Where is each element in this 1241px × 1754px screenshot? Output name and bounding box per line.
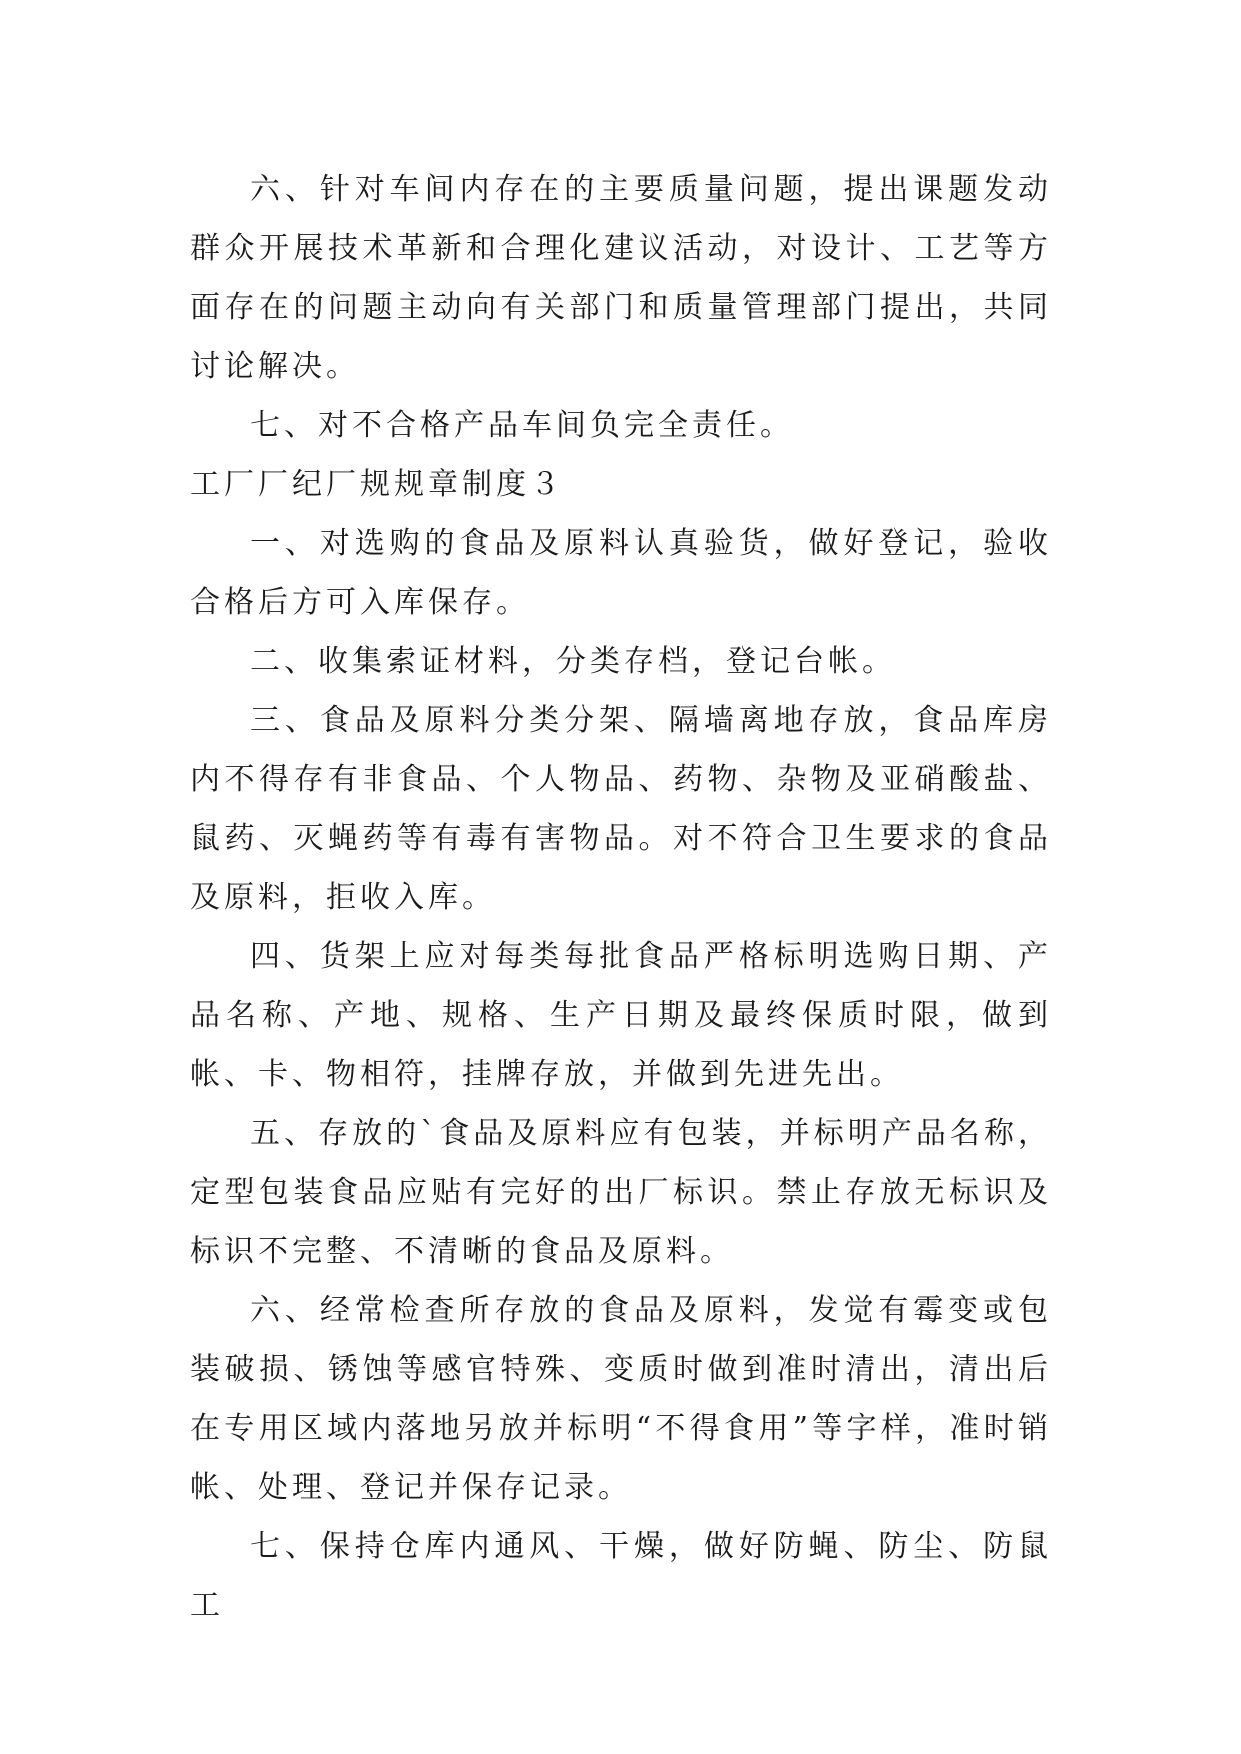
paragraph: 一、对选购的食品及原料认真验货，做好登记，验收合格后方可入库保存。 [190,526,1052,620]
paragraph: 六、经常检查所存放的食品及原料，发觉有霉变或包装破损、锈蚀等感官特殊、变质时做到准时清出，清出后在专用区域内落地另放并标明“不得食用”等字样，准时销帐、处理、登记并保存记录。 [190,1293,1052,1505]
paragraph: 七、对不合格产品车间负完全责任。 [250,408,794,443]
document-page [190,160,1052,1635]
section-heading: 工厂厂纪厂规规章制度３ [190,467,564,502]
paragraph: 四、货架上应对每类每批食品严格标明选购日期、产品名称、产地、规格、生产日期及最终保质时限，做到帐、卡、物相符，挂牌存放，并做到先进先出。 [190,939,1052,1092]
paragraph: 五、存放的`食品及原料应有包装，并标明产品名称，定型包装食品应贴有完好的出厂标识。禁止存放无标识及标识不完整、不清晰的食品及原料。 [190,1116,1052,1269]
paragraph: 三、食品及原料分类分架、隔墙离地存放，食品库房内不得存有非食品、个人物品、药物、杂物及亚硝酸盐、鼠药、灭蝇药等有毒有害物品。对不符合卫生要求的食品及原料，拒收入库。 [190,703,1052,915]
paragraph: 七、保持仓库内通风、干燥，做好防蝇、防尘、防鼠工 [190,1529,1052,1623]
paragraph: 二、收集索证材料，分类存档，登记台帐。 [250,644,896,679]
paragraph: 六、针对车间内存在的主要质量问题，提出课题发动群众开展技术革新和合理化建议活动，对设计、工艺等方面存在的问题主动向有关部门和质量管理部门提出，共同讨论解决。 [190,172,1052,384]
